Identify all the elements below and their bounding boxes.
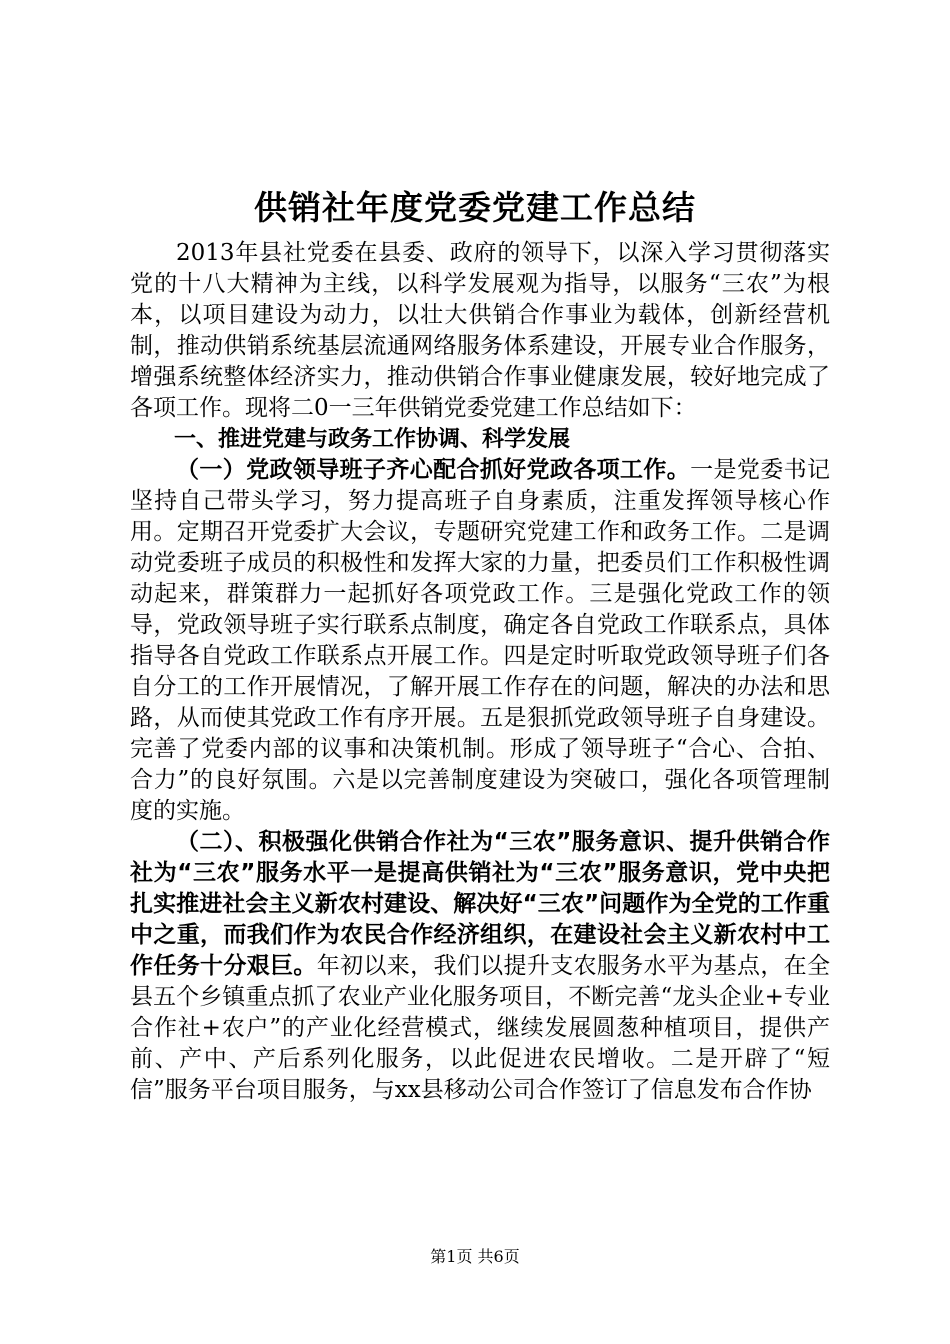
section-2-bold-text: （二）、积极强化供销合作社为“三农”服务意识、提升供销合作社为“三农”服务水平一是提高供销社为“三农”服务意识，党中央把扎实推进社会主义新农村建设、解决好“三农”问题作为全党的工作重中之重，而我们作为农民合作经济组织，在建设社会主义新农村中工作任务十分艰巨。 [130,829,830,979]
section-1-lead: （一）党政领导班子齐心配合抓好党政各项工作。 [176,457,691,483]
section-2-body: 年初以来，我们以提升支农服务水平为基点，在全县五个乡镇重点抓了农业产业化服务项目，不断完善“龙头企业+专业合作社+农户”的产业化经营模式，继续发展圆葱种植项目，提供产前、产中、产后系列化服务，以此促进农民增收。二是开辟了“短信”服务平台项目服务，与xx县移动公司合作签订了信息发布合作协 [130,953,831,1103]
page-number: 第1页 共6页 [430,1247,520,1266]
section-heading-1: 一、推进党建与政务工作协调、科学发展 [174,427,571,452]
section-1-body: 一是党委书记坚持自己带头学习，努力提高班子自身素质，注重发挥领导核心作用。定期召开党委扩大会议，专题研究党建工作和政务工作。二是调动党委班子成员的积极性和发挥大家的力量，把委员们工作积极性调动起来，群策群力一起抓好各项党政工作。三是强化党政工作的领导，党政领导班子实行联系点制度，确定各自党政工作联系点，具体指导各自党政工作联系点开展工作。四是定时听取党政领导班子们各自分工的工作开展情况，了解开展工作存在的问题，解决的办法和思路，从而使其党政工作有序开展。五是狠抓党政领导班子自身建设。完善了党委内部的议事和决策机制。形成了领导班子“合心、合拍、合力”的良好氛围。六是以完善制度建设为突破口，强化各项管理制度的实施。 [130,457,831,824]
section-1-paragraph [130,455,830,827]
document-body [130,238,830,1106]
document-title: 供销社年度党委党建工作总结 [254,188,696,227]
section-2-paragraph [130,827,830,1106]
intro-paragraph: 2013年县社党委在县委、政府的领导下，以深入学习贯彻落实党的十八大精神为主线，以科学发展观为指导，以服务“三农”为根本，以项目建设为动力，以壮大供销合作事业为载体，创新经营机制，推动供销系统基层流通网络服务体系建设，开展专业合作服务，增强系统整体经济实力，推动供销合作事业健康发展，较好地完成了各项工作。现将二0一三年供销党委党建工作总结如下： [130,240,830,421]
